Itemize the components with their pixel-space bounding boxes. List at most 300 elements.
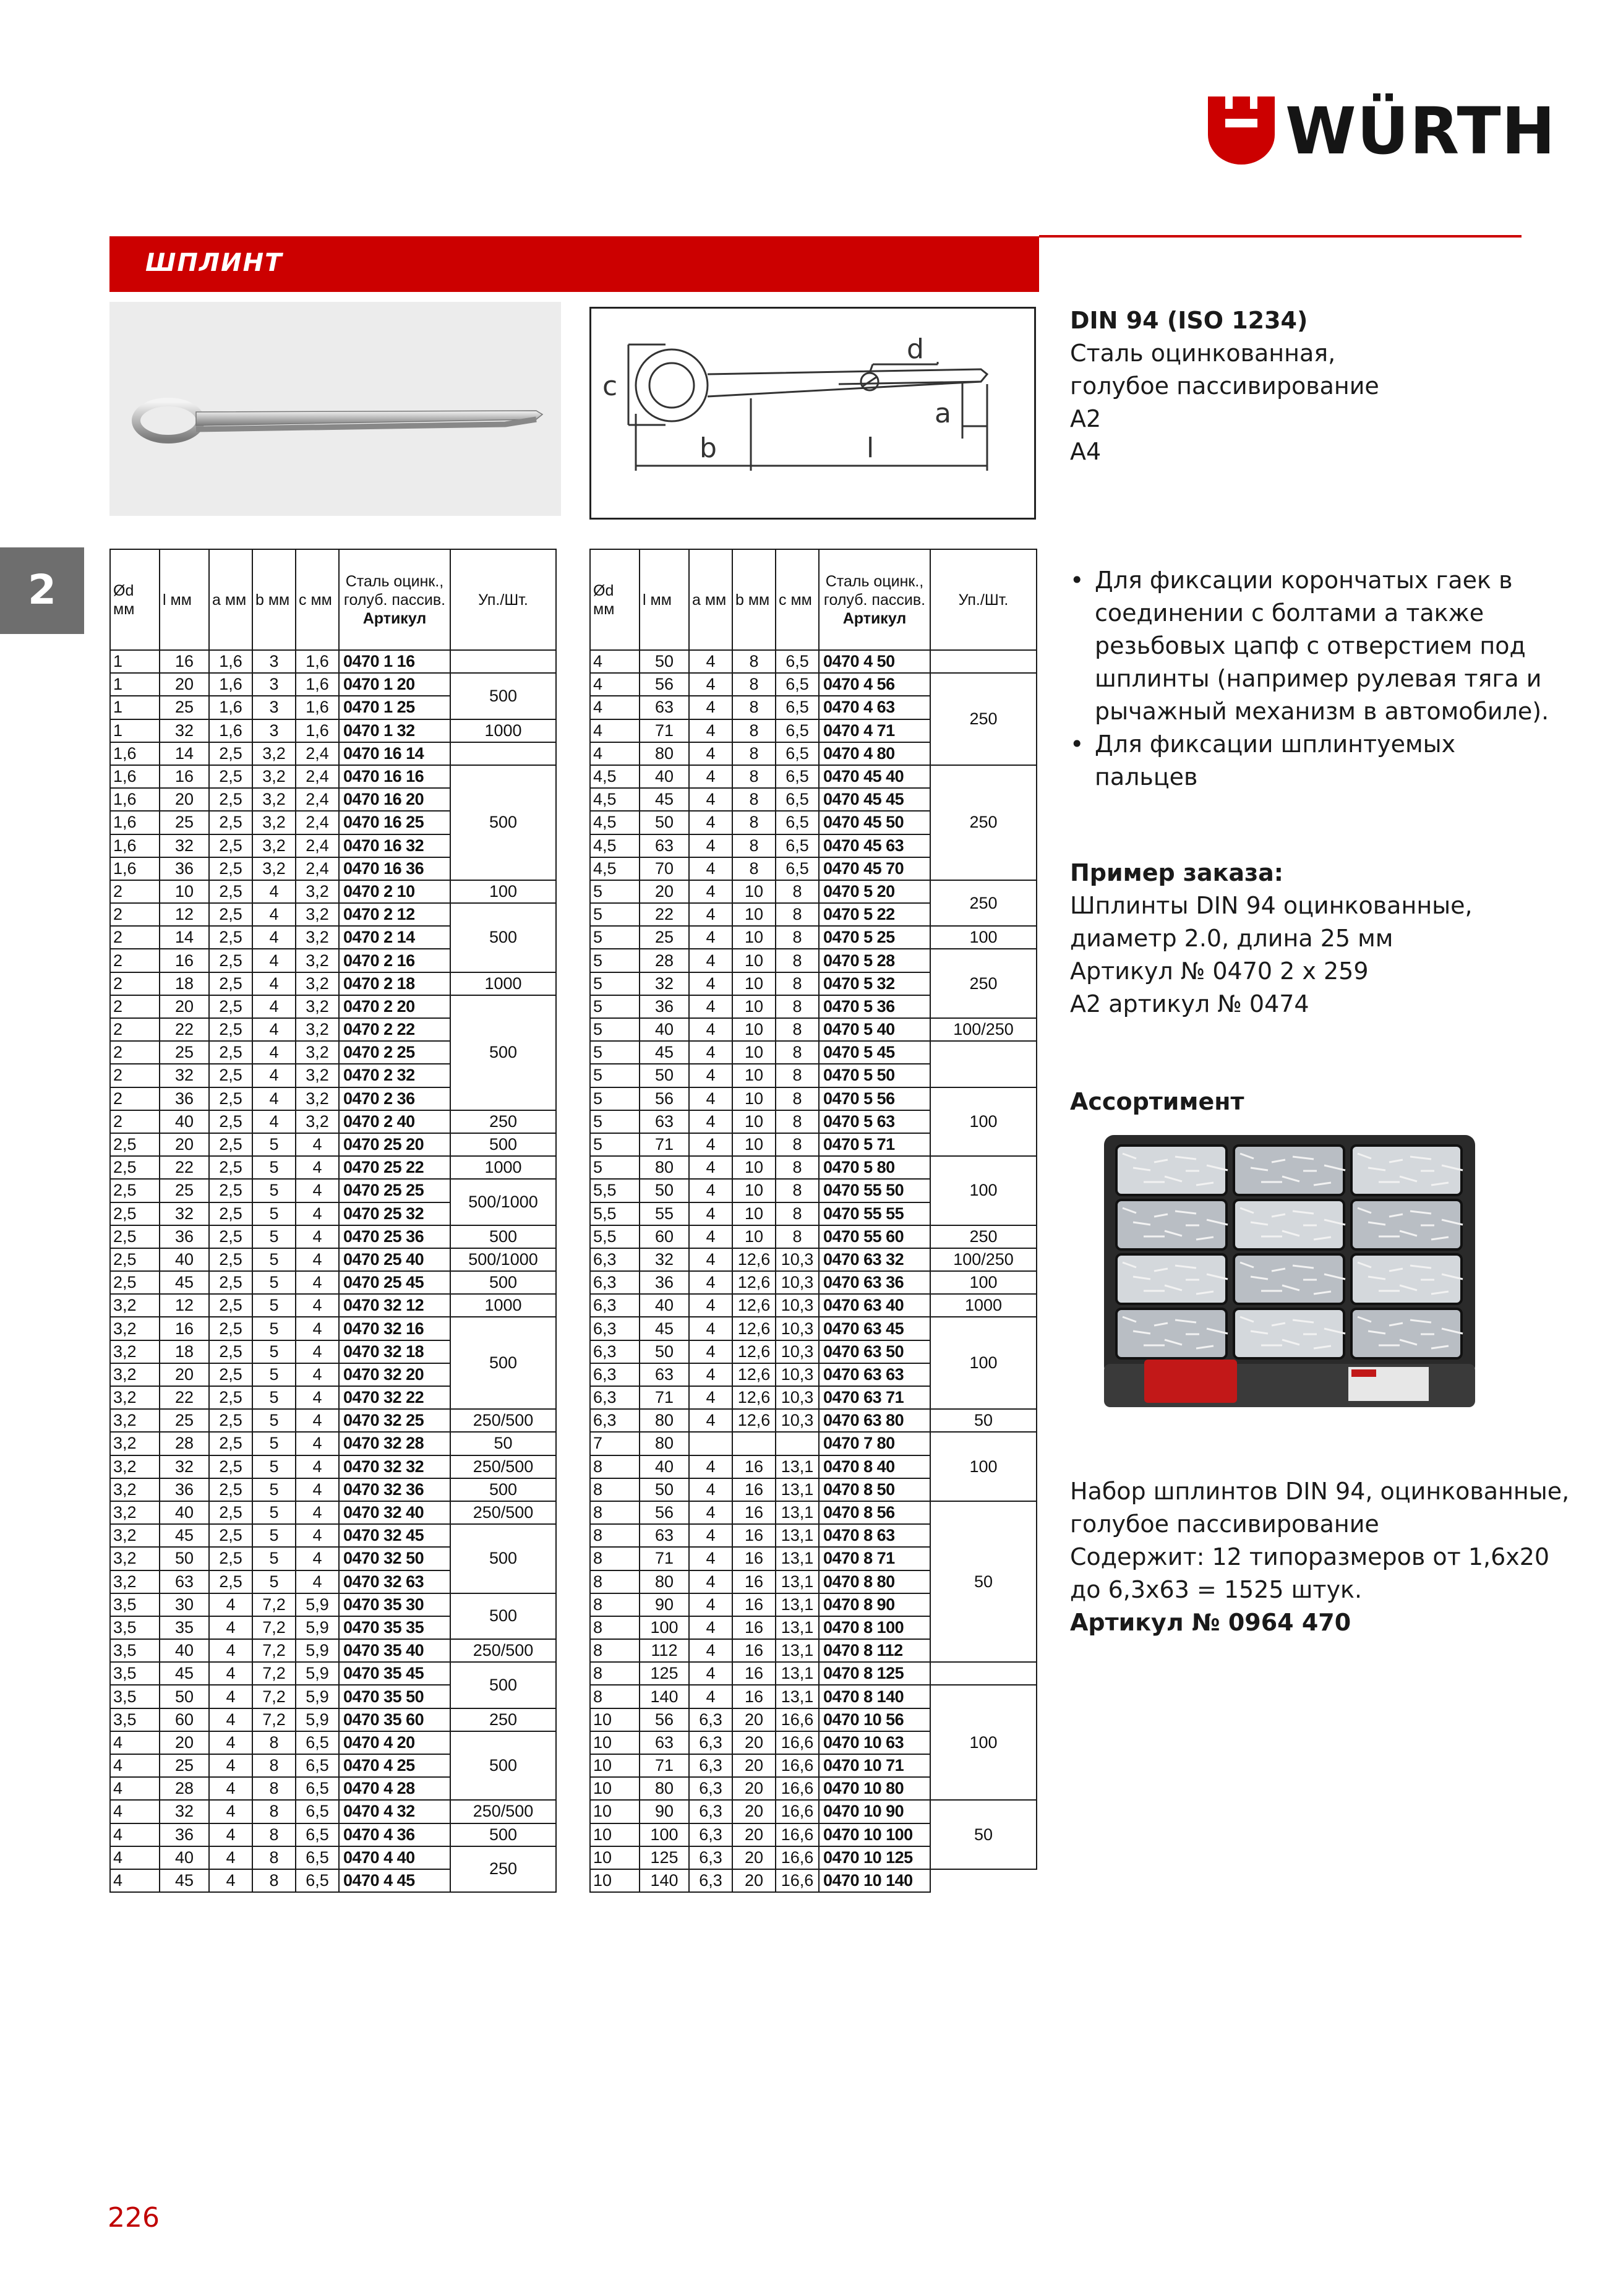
- cell-b: 5: [252, 1271, 296, 1294]
- cell-length: 112: [640, 1639, 689, 1662]
- cell-a: 2,5: [209, 972, 252, 995]
- cell-length: 32: [160, 1455, 209, 1478]
- cell-pack: 500: [450, 765, 556, 880]
- cell-c: 4: [296, 1179, 339, 1202]
- cell-c: 6,5: [776, 811, 819, 834]
- usage-bullets: [1070, 564, 1552, 794]
- cell-length: 50: [640, 1064, 689, 1087]
- cell-pack: 1000: [450, 1294, 556, 1317]
- cell-article: 0470 45 40: [819, 765, 930, 788]
- assortment-text: [1070, 1475, 1569, 1639]
- cell-c: 2,4: [296, 788, 339, 811]
- cell-diameter: 10: [590, 1869, 640, 1892]
- cell-diameter: 2,5: [110, 1133, 160, 1156]
- cell-c: 10,3: [776, 1317, 819, 1340]
- cell-diameter: 5: [590, 1018, 640, 1041]
- cell-article: 0470 8 90: [819, 1593, 930, 1616]
- cell-diameter: 5: [590, 1041, 640, 1064]
- cell-b: 5: [252, 1432, 296, 1455]
- cell-diameter: 5,5: [590, 1179, 640, 1202]
- cell-diameter: 4: [110, 1800, 160, 1823]
- cell-article: 0470 16 36: [339, 857, 450, 880]
- cell-b: 10: [732, 1225, 776, 1248]
- cell-pack: 500: [450, 1524, 556, 1593]
- cell-length: 90: [640, 1800, 689, 1823]
- cell-diameter: 1,6: [110, 742, 160, 765]
- cell-diameter: 3,2: [110, 1386, 160, 1409]
- cell-b: 8: [732, 650, 776, 673]
- cell-a: 4: [689, 1202, 732, 1225]
- cell-diameter: 3,5: [110, 1685, 160, 1708]
- cell-c: [776, 1432, 819, 1455]
- section-title-bar: [109, 236, 1039, 292]
- cell-article: 0470 55 60: [819, 1225, 930, 1248]
- cell-article: 0470 5 32: [819, 972, 930, 995]
- cell-c: 6,5: [296, 1777, 339, 1800]
- cell-diameter: 5: [590, 949, 640, 972]
- cell-c: 3,2: [296, 1041, 339, 1064]
- cell-diameter: 4,5: [590, 811, 640, 834]
- cell-a: 4: [689, 857, 732, 880]
- cell-c: 6,5: [296, 1823, 339, 1846]
- cell-b: 10: [732, 880, 776, 903]
- cell-a: 2,5: [209, 742, 252, 765]
- cell-length: 63: [640, 1110, 689, 1133]
- cell-c: 16,6: [776, 1731, 819, 1754]
- cell-article: 0470 32 45: [339, 1524, 450, 1547]
- cell-article: 0470 32 16: [339, 1317, 450, 1340]
- cell-length: 71: [640, 1133, 689, 1156]
- cell-c: 10,3: [776, 1386, 819, 1409]
- table-row: [590, 650, 1037, 673]
- table-row: [110, 1731, 556, 1754]
- cell-diameter: 2,5: [110, 1248, 160, 1271]
- cell-pack: 250: [930, 765, 1037, 880]
- cell-b: [732, 1432, 776, 1455]
- cell-a: 4: [689, 1547, 732, 1570]
- cell-diameter: 3,5: [110, 1639, 160, 1662]
- cell-b: 5: [252, 1179, 296, 1202]
- cell-diameter: 3,2: [110, 1409, 160, 1432]
- box-compartment: [1234, 1309, 1344, 1358]
- cell-diameter: 6,3: [590, 1248, 640, 1271]
- table-row: [110, 1156, 556, 1179]
- cell-b: 10: [732, 1087, 776, 1110]
- cell-article: 0470 16 16: [339, 765, 450, 788]
- cell-a: 2,5: [209, 926, 252, 949]
- assortment-box-image: [1101, 1132, 1478, 1429]
- wurth-logo-icon: [1208, 96, 1275, 165]
- cell-article: 0470 4 50: [819, 650, 930, 673]
- cell-a: 6,3: [689, 1731, 732, 1754]
- cell-article: 0470 4 45: [339, 1869, 450, 1892]
- cell-a: 2,5: [209, 1570, 252, 1593]
- cell-c: 3,2: [296, 1087, 339, 1110]
- cell-length: 25: [160, 696, 209, 719]
- cell-c: 6,5: [776, 742, 819, 765]
- cell-diameter: 5: [590, 972, 640, 995]
- pin-table-left: [109, 549, 557, 1893]
- cell-b: 5: [252, 1225, 296, 1248]
- cell-c: 16,6: [776, 1754, 819, 1777]
- cell-c: 4: [296, 1478, 339, 1501]
- header-pack: Уп./Шт.: [450, 549, 556, 650]
- cell-b: 16: [732, 1524, 776, 1547]
- cell-b: 10: [732, 903, 776, 926]
- cell-pack: 500: [450, 1731, 556, 1801]
- header-diameter: Ød мм: [110, 549, 160, 650]
- cell-pack: 500: [450, 1593, 556, 1639]
- cell-diameter: 2,5: [110, 1179, 160, 1202]
- cell-b: 5: [252, 1478, 296, 1501]
- cell-length: 80: [640, 742, 689, 765]
- cell-article: 0470 5 22: [819, 903, 930, 926]
- cell-b: 8: [732, 834, 776, 857]
- brand-name: WÜRTH: [1285, 93, 1556, 169]
- cell-diameter: 8: [590, 1547, 640, 1570]
- cell-b: 16: [732, 1593, 776, 1616]
- cell-article: 0470 32 50: [339, 1547, 450, 1570]
- cell-article: 0470 5 36: [819, 995, 930, 1018]
- cell-a: 2,5: [209, 811, 252, 834]
- cell-c: 8: [776, 1133, 819, 1156]
- cell-diameter: 4: [590, 696, 640, 719]
- cell-diameter: 6,3: [590, 1294, 640, 1317]
- spec-line: A2: [1070, 405, 1102, 432]
- cell-article: 0470 35 60: [339, 1708, 450, 1731]
- table-row: [110, 1800, 556, 1823]
- assortment-article: Артикул № 0964 470: [1070, 1609, 1351, 1636]
- cell-a: 2,5: [209, 1179, 252, 1202]
- cell-diameter: 3,2: [110, 1501, 160, 1524]
- cell-b: 5: [252, 1340, 296, 1363]
- table-row: [590, 1317, 1037, 1340]
- table-row: [110, 880, 556, 903]
- cell-b: 4: [252, 1087, 296, 1110]
- cell-a: 4: [689, 995, 732, 1018]
- cell-a: 6,3: [689, 1846, 732, 1869]
- pin-table-right: [589, 549, 1037, 1893]
- cell-pack: 500: [450, 903, 556, 972]
- cell-pack: 250/500: [450, 1455, 556, 1478]
- assortment-heading: Ассортимент: [1070, 1088, 1244, 1115]
- cell-b: 7,2: [252, 1593, 296, 1616]
- cell-a: 2,5: [209, 1547, 252, 1570]
- cell-article: 0470 63 40: [819, 1294, 930, 1317]
- cell-diameter: 5: [590, 995, 640, 1018]
- cell-length: 125: [640, 1662, 689, 1685]
- cell-c: 13,1: [776, 1478, 819, 1501]
- cell-article: 0470 16 32: [339, 834, 450, 857]
- cell-b: 8: [252, 1800, 296, 1823]
- cell-diameter: 3,2: [110, 1455, 160, 1478]
- cell-length: 45: [160, 1662, 209, 1685]
- cell-b: 3,2: [252, 811, 296, 834]
- cell-pack: 250: [930, 1225, 1037, 1248]
- cell-diameter: 2: [110, 972, 160, 995]
- cell-c: 6,5: [296, 1731, 339, 1754]
- cell-b: 10: [732, 1156, 776, 1179]
- cell-diameter: 2,5: [110, 1202, 160, 1225]
- table-row: [110, 1639, 556, 1662]
- cell-pack: 500: [450, 1225, 556, 1248]
- cell-length: 50: [640, 650, 689, 673]
- cell-b: 3: [252, 650, 296, 673]
- cell-length: 28: [160, 1777, 209, 1800]
- cell-c: 6,5: [776, 650, 819, 673]
- cell-a: [689, 1432, 732, 1455]
- cell-diameter: 5: [590, 1156, 640, 1179]
- cell-pack: 1000: [450, 1156, 556, 1179]
- cell-length: 16: [160, 650, 209, 673]
- order-example-heading: Пример заказа:: [1070, 859, 1283, 886]
- cell-diameter: 10: [590, 1754, 640, 1777]
- cell-length: 16: [160, 1317, 209, 1340]
- cell-c: 8: [776, 880, 819, 903]
- table-row: [590, 1018, 1037, 1041]
- cell-b: 8: [252, 1823, 296, 1846]
- table-row: [110, 972, 556, 995]
- cell-article: 0470 10 56: [819, 1708, 930, 1731]
- cell-length: 36: [160, 857, 209, 880]
- cell-diameter: 1,6: [110, 834, 160, 857]
- cell-diameter: 1: [110, 650, 160, 673]
- cell-diameter: 5: [590, 1087, 640, 1110]
- cell-article: 0470 45 45: [819, 788, 930, 811]
- cell-length: 60: [640, 1225, 689, 1248]
- bullet-item: • Для фиксации корончатых гаек в соединении с болтами а также резьбовых цапф с отверстием под шплинты (например рулевая тяга и рычажный механизм в автомобиле).: [1070, 564, 1552, 728]
- cell-pack: 250: [450, 1708, 556, 1731]
- cell-c: 5,9: [296, 1593, 339, 1616]
- table-row: [110, 1501, 556, 1524]
- cell-c: 5,9: [296, 1685, 339, 1708]
- cell-pack: 100: [930, 1271, 1037, 1294]
- cell-c: 8: [776, 972, 819, 995]
- table-row: [590, 926, 1037, 949]
- cell-a: 4: [689, 834, 732, 857]
- cell-length: 25: [160, 1179, 209, 1202]
- cell-pack: [930, 1662, 1037, 1685]
- cell-pack: 500: [450, 1823, 556, 1846]
- cell-a: 2,5: [209, 765, 252, 788]
- cell-length: 50: [640, 1478, 689, 1501]
- cell-article: 0470 2 25: [339, 1041, 450, 1064]
- cell-length: 32: [160, 1202, 209, 1225]
- cell-pack: 500: [450, 1271, 556, 1294]
- cell-length: 20: [160, 788, 209, 811]
- cell-pack: 50: [930, 1501, 1037, 1662]
- cell-a: 4: [209, 1708, 252, 1731]
- cell-b: 8: [732, 742, 776, 765]
- cell-diameter: 1: [110, 719, 160, 742]
- spec-title: DIN 94 (ISO 1234): [1070, 307, 1308, 334]
- cell-c: 5,9: [296, 1616, 339, 1639]
- table-row: [110, 1179, 556, 1202]
- cell-article: 0470 2 20: [339, 995, 450, 1018]
- cell-article: 0470 7 80: [819, 1432, 930, 1455]
- cell-article: 0470 1 25: [339, 696, 450, 719]
- cell-a: 4: [689, 949, 732, 972]
- cell-a: 4: [209, 1754, 252, 1777]
- cell-article: 0470 10 71: [819, 1754, 930, 1777]
- order-example-line: диаметр 2.0, длина 25 мм: [1070, 925, 1393, 952]
- cell-c: 4: [296, 1524, 339, 1547]
- cell-c: 2,4: [296, 834, 339, 857]
- cell-c: 4: [296, 1386, 339, 1409]
- cell-length: 140: [640, 1869, 689, 1892]
- cell-length: 25: [160, 1041, 209, 1064]
- cell-b: 4: [252, 972, 296, 995]
- cell-pack: 500/1000: [450, 1179, 556, 1225]
- cell-diameter: 8: [590, 1455, 640, 1478]
- cell-c: 8: [776, 1110, 819, 1133]
- cell-length: 32: [160, 719, 209, 742]
- cell-length: 28: [640, 949, 689, 972]
- cell-c: 13,1: [776, 1524, 819, 1547]
- cell-length: 12: [160, 903, 209, 926]
- cell-diameter: 3,2: [110, 1340, 160, 1363]
- cell-b: 4: [252, 1110, 296, 1133]
- cell-b: 10: [732, 1018, 776, 1041]
- cell-article: 0470 2 32: [339, 1064, 450, 1087]
- cell-a: 2,5: [209, 1294, 252, 1317]
- cell-article: 0470 25 40: [339, 1248, 450, 1271]
- cell-length: 71: [640, 1754, 689, 1777]
- cell-a: 4: [689, 1639, 732, 1662]
- cell-a: 4: [689, 1386, 732, 1409]
- cell-diameter: 5: [590, 1110, 640, 1133]
- cell-diameter: 6,3: [590, 1271, 640, 1294]
- cell-diameter: 4: [590, 673, 640, 696]
- cell-b: 5: [252, 1455, 296, 1478]
- cell-c: 2,4: [296, 811, 339, 834]
- header-c: c мм: [296, 549, 339, 650]
- cell-a: 6,3: [689, 1800, 732, 1823]
- cell-b: 20: [732, 1708, 776, 1731]
- cell-length: 80: [640, 1156, 689, 1179]
- cell-diameter: 5: [590, 1133, 640, 1156]
- cell-diameter: 2: [110, 926, 160, 949]
- box-compartment: [1234, 1254, 1344, 1304]
- cell-diameter: 5: [590, 1064, 640, 1087]
- cell-b: 8: [732, 765, 776, 788]
- cell-b: 8: [252, 1731, 296, 1754]
- cell-diameter: 2: [110, 1110, 160, 1133]
- cell-diameter: 8: [590, 1662, 640, 1685]
- cell-c: 10,3: [776, 1340, 819, 1363]
- cell-article: 0470 25 45: [339, 1271, 450, 1294]
- cell-c: 13,1: [776, 1593, 819, 1616]
- cell-a: 4: [689, 1478, 732, 1501]
- drawing-label-c: c: [602, 371, 618, 402]
- cell-c: 4: [296, 1225, 339, 1248]
- cell-diameter: 4: [110, 1823, 160, 1846]
- cell-diameter: 3,2: [110, 1524, 160, 1547]
- cell-pack: 250: [450, 1110, 556, 1133]
- cell-c: 16,6: [776, 1777, 819, 1800]
- spec-line: Сталь оцинкованная,: [1070, 340, 1336, 367]
- cell-diameter: 3,2: [110, 1570, 160, 1593]
- cell-length: 50: [160, 1547, 209, 1570]
- assortment-line: Содержит: 12 типоразмеров от 1,6x20: [1070, 1543, 1550, 1570]
- cell-c: 13,1: [776, 1455, 819, 1478]
- cell-length: 18: [160, 1340, 209, 1363]
- box-compartment: [1351, 1254, 1462, 1304]
- cell-a: 6,3: [689, 1708, 732, 1731]
- cell-article: 0470 32 22: [339, 1386, 450, 1409]
- cell-b: 4: [252, 926, 296, 949]
- cell-b: 4: [252, 1064, 296, 1087]
- cell-c: 10,3: [776, 1409, 819, 1432]
- header-b: b мм: [252, 549, 296, 650]
- table-row: [590, 1409, 1037, 1432]
- cell-length: 22: [160, 1018, 209, 1041]
- cell-b: 8: [732, 811, 776, 834]
- cell-article: 0470 2 16: [339, 949, 450, 972]
- cell-a: 4: [689, 742, 732, 765]
- cell-article: 0470 32 63: [339, 1570, 450, 1593]
- table-row: [110, 1432, 556, 1455]
- cell-length: 56: [640, 1087, 689, 1110]
- cell-a: 4: [689, 1271, 732, 1294]
- cell-c: 2,4: [296, 765, 339, 788]
- cell-length: 63: [640, 1731, 689, 1754]
- cell-a: 4: [209, 1662, 252, 1685]
- cell-c: 4: [296, 1271, 339, 1294]
- drawing-label-l: l: [867, 432, 875, 464]
- cell-diameter: 8: [590, 1639, 640, 1662]
- cell-b: 12,6: [732, 1271, 776, 1294]
- cell-a: 2,5: [209, 857, 252, 880]
- cell-a: 2,5: [209, 1018, 252, 1041]
- cell-b: 8: [252, 1777, 296, 1800]
- cell-c: 10,3: [776, 1363, 819, 1386]
- cell-diameter: 8: [590, 1478, 640, 1501]
- cell-b: 5: [252, 1547, 296, 1570]
- cell-c: 16,6: [776, 1846, 819, 1869]
- cell-b: 16: [732, 1455, 776, 1478]
- cell-a: 2,5: [209, 995, 252, 1018]
- spec-line: A4: [1070, 438, 1102, 465]
- cell-diameter: 5,5: [590, 1202, 640, 1225]
- cell-length: 125: [640, 1846, 689, 1869]
- cell-b: 5: [252, 1570, 296, 1593]
- table-row: [110, 1110, 556, 1133]
- cell-article: 0470 10 80: [819, 1777, 930, 1800]
- cell-c: 10,3: [776, 1294, 819, 1317]
- cell-a: 4: [689, 1179, 732, 1202]
- cell-length: 50: [160, 1685, 209, 1708]
- cell-diameter: 3,2: [110, 1478, 160, 1501]
- cell-c: 4: [296, 1432, 339, 1455]
- cell-length: 20: [160, 1731, 209, 1754]
- cell-b: 20: [732, 1846, 776, 1869]
- cell-a: 2,5: [209, 1340, 252, 1363]
- cell-diameter: 2,5: [110, 1271, 160, 1294]
- cell-diameter: 10: [590, 1777, 640, 1800]
- cell-c: 4: [296, 1409, 339, 1432]
- cell-length: 40: [160, 1248, 209, 1271]
- cell-b: 10: [732, 1041, 776, 1064]
- cell-length: 71: [640, 1547, 689, 1570]
- cell-article: 0470 8 80: [819, 1570, 930, 1593]
- cell-diameter: 4: [590, 719, 640, 742]
- cell-b: 10: [732, 1179, 776, 1202]
- cell-c: 16,6: [776, 1869, 819, 1892]
- cell-a: 2,5: [209, 1202, 252, 1225]
- cell-length: 36: [160, 1823, 209, 1846]
- cell-diameter: 4,5: [590, 765, 640, 788]
